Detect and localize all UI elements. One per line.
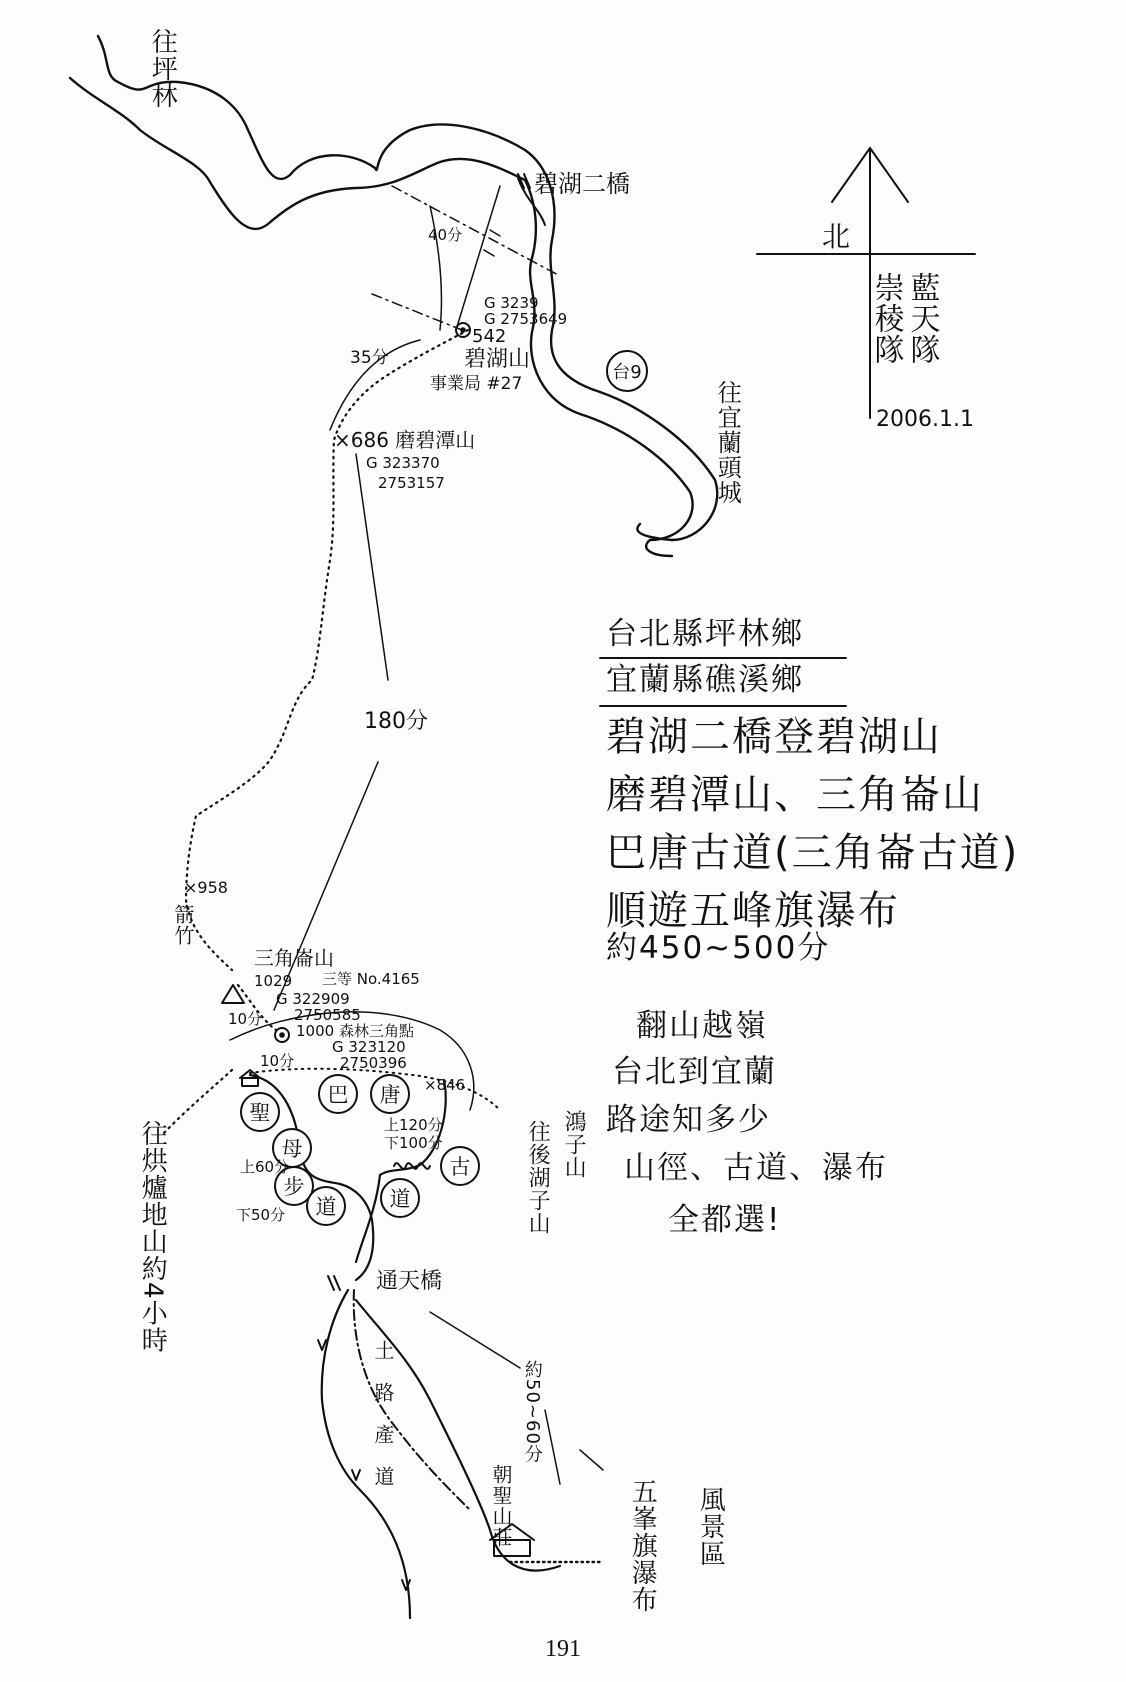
county-line-2: 宜蘭縣礁溪鄉 (606, 662, 804, 698)
quote-line-1: 翻山越嶺 (636, 1008, 768, 1044)
badang-char-3: 古 (440, 1146, 480, 1186)
shengmu-char-3: 步 (274, 1166, 314, 1206)
road-arrows (318, 1340, 410, 1590)
shengmu-char-1: 聖 (240, 1092, 280, 1132)
time-40-label: 40分 (428, 226, 463, 244)
bihu-marker-label: 事業局 #27 (430, 374, 523, 394)
shengmu-char-4: 道 (306, 1186, 346, 1226)
quote-line-4: 山徑、古道、瀑布 (624, 1150, 888, 1186)
quote-line-2: 台北到宜蘭 (612, 1054, 777, 1090)
route-line-1: 碧湖二橋登碧湖山 (606, 714, 942, 760)
credit-column-1: 藍天隊 (904, 272, 940, 365)
tongtian-bridge-label: 通天橋 (376, 1269, 443, 1294)
to-shaolu-label: 往烘爐地山約4小時 (137, 1120, 168, 1354)
point-958-label: ×958 (184, 878, 228, 897)
point-846-label: ×846 (424, 1076, 466, 1094)
mobitan-coords-2: 2753157 (378, 474, 445, 492)
quote-line-3: 路途知多少 (606, 1102, 771, 1138)
mobitan-coords-1: G 323370 (366, 454, 440, 472)
hongzi-shan-label: 鴻子山 (561, 1110, 587, 1179)
up-120-label: 上120分 (384, 1116, 443, 1134)
mobitan-shan-label: ×686 磨碧潭山 (334, 428, 476, 452)
badang-char-4: 道 (380, 1178, 420, 1218)
page-number: 191 (545, 1636, 581, 1662)
shengmu-char-2: 母 (272, 1128, 312, 1168)
route-line-2: 磨碧潭山、三角崙山 (606, 772, 984, 818)
forest-g2-label: 2750396 (340, 1054, 407, 1072)
bihu-coords-label: G 2753649 (484, 310, 568, 328)
sanjiaolun-benchmark-label: 三等 No.4165 (322, 970, 420, 988)
badang-char-1: 巴 (318, 1074, 358, 1114)
chaosheng-label: 朝聖山莊 (489, 1464, 513, 1548)
down-100-label: 下100分 (384, 1134, 443, 1152)
leader-lines (430, 1312, 603, 1484)
time-10b-label: 10分 (260, 1052, 295, 1070)
to-houhu-label: 往後湖子山 (525, 1120, 551, 1235)
quote-line-5: 全都選! (668, 1202, 782, 1238)
north-label: 北 (822, 220, 851, 253)
bihu-heading-label: G 3239 (484, 294, 539, 312)
to-yilan-label: 往宜蘭頭城 (713, 380, 742, 505)
time-35-label: 35分 (350, 348, 389, 368)
north-arrow-icon (757, 148, 975, 418)
credit-column-2: 崇稜隊 (868, 272, 904, 365)
route-line-3: 巴唐古道(三角崙古道) (606, 830, 1020, 876)
highway-9-badge: 台9 (606, 350, 648, 392)
up-60-label: 上60分 (240, 1158, 290, 1176)
summit-triangle-icon (222, 985, 244, 1003)
credit-date: 2006.1.1 (876, 407, 974, 432)
badang-char-2: 唐 (370, 1074, 410, 1114)
arrow-bamboo-label: 箭竹 (171, 904, 195, 946)
time-180-label: 180分 (364, 709, 428, 734)
time-50-60-label: 約50~60分 (521, 1360, 543, 1464)
bihu-shan-label: 碧湖山 (464, 347, 531, 372)
wufengqi-label: 五峯旗瀑布 (627, 1478, 658, 1613)
bihu-bridge2-label: 碧湖二橋 (534, 170, 630, 198)
down-50-label: 下50分 (236, 1206, 286, 1224)
duration-label: 約450~500分 (606, 930, 831, 966)
forest-point-label: 1000 森林三角點 (296, 1022, 414, 1040)
dirt-road-label: 土路產道 (371, 1340, 395, 1508)
bihu-elevation-label: 542 (472, 326, 507, 347)
time-arcs (330, 206, 442, 430)
sanjiaolun-shan-label: 三角崙山 (254, 946, 334, 970)
time-10a-label: 10分 (228, 1010, 263, 1028)
sanjiaolun-elevation-label: 1029 (254, 972, 293, 990)
to-pinglin-label: 往坪林 (147, 28, 178, 109)
forest-g1-label: G 323120 (332, 1038, 406, 1056)
sanjiaolun-g1-label: G 322909 (276, 990, 350, 1008)
sanjiaolun-g2-label: 2750585 (294, 1006, 361, 1024)
scenic-area-label: 風景區 (695, 1486, 726, 1567)
county-line-1: 台北縣坪林鄉 (606, 616, 804, 652)
route-line-4: 順遊五峰旗瀑布 (606, 888, 900, 934)
